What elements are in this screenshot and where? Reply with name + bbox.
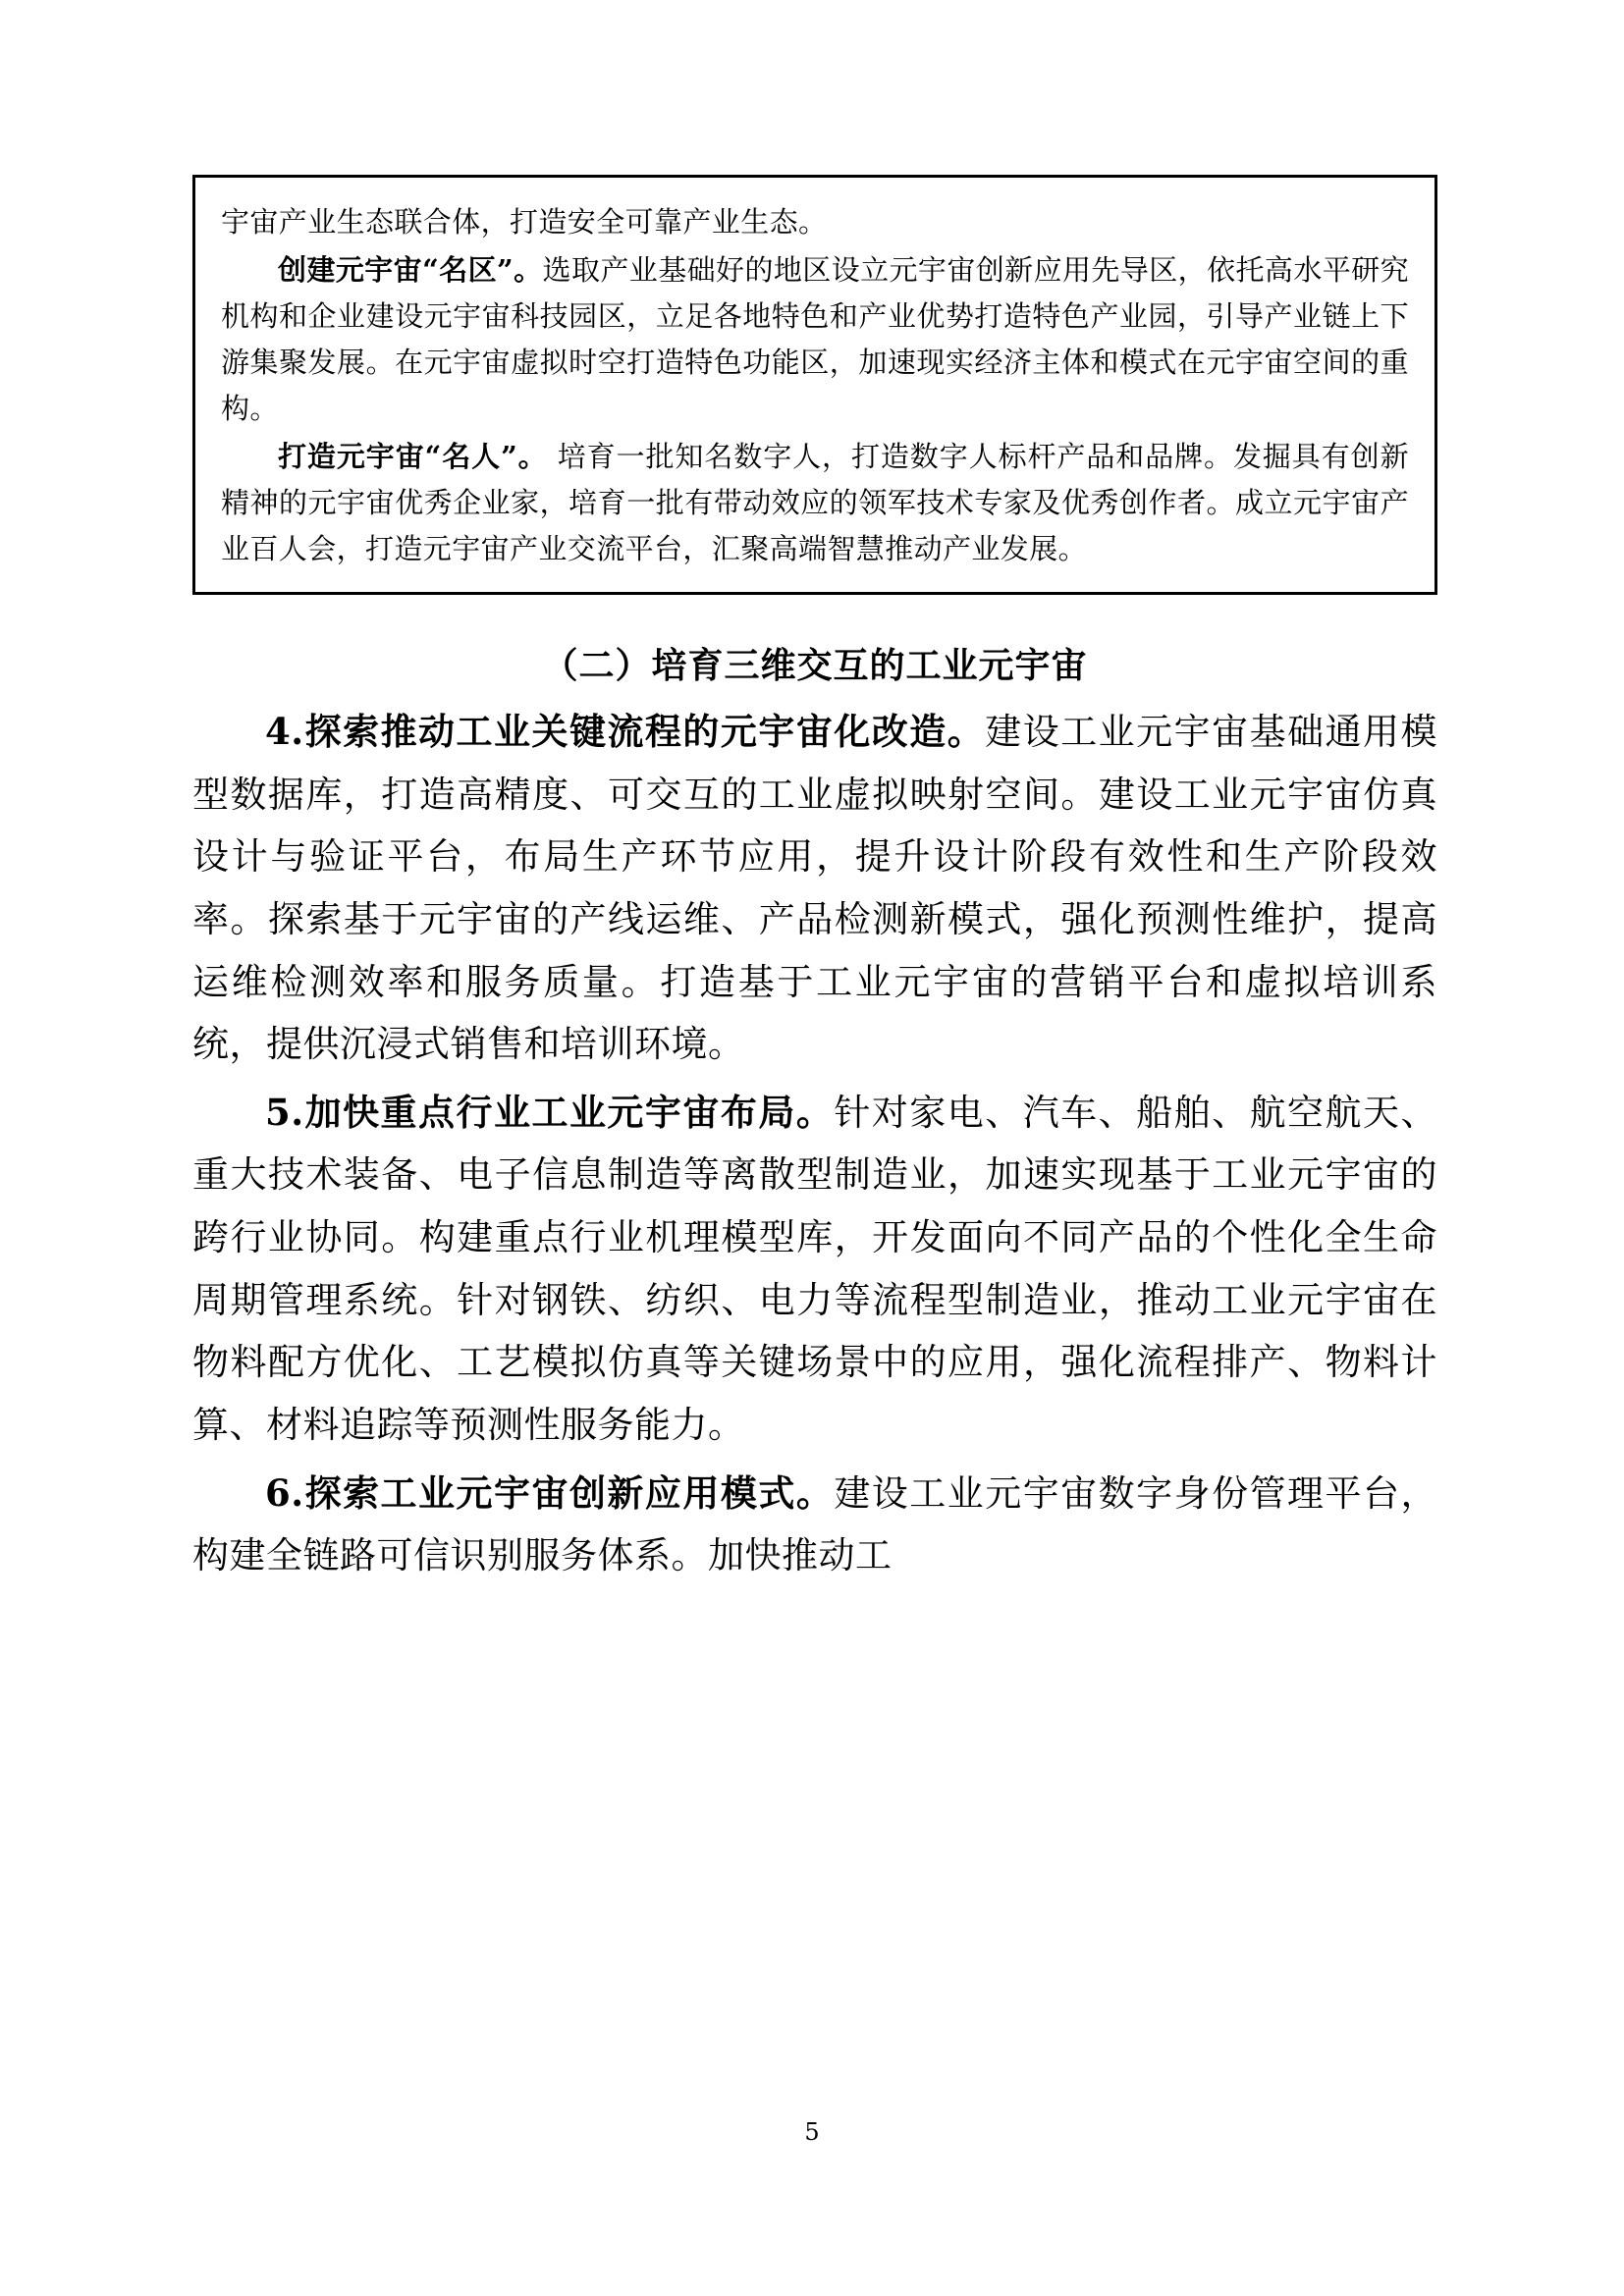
framed-paragraph-3-text: 培育一批知名数字人，打造数字人标杆产品和品牌。发掘具有创新精神的元宇宙优秀企业家，培育一批有带动效应的领军技术专家及优秀创作者。成立元宇宙产业百人会，打造元宇宙产业交流平台，汇聚高端智慧推动产业发展。 bbox=[221, 439, 1409, 565]
body-paragraph-6-lead: 6.探索工业元宇宙创新应用模式。 bbox=[265, 1470, 835, 1515]
framed-paragraph-2-lead: 创建元宇宙“名区”。 bbox=[278, 252, 543, 287]
framed-paragraph-3 bbox=[221, 434, 1409, 572]
body-paragraph-5-text: 针对家电、汽车、船舶、航空航天、重大技术装备、电子信息制造等离散型制造业，加速实现基于工业元宇宙的跨行业协同。构建重点行业机理模型库，开发面向不同产品的个性化全生命周期管理系统。针对钢铁、纺织、电力等流程型制造业，推动工业元宇宙在物料配方优化、工艺模拟仿真等关键场景中的应用，强化流程排产、物料计算、材料追踪等预测性服务能力。 bbox=[192, 1091, 1437, 1446]
framed-paragraph-2 bbox=[221, 247, 1409, 432]
body-paragraph-5 bbox=[192, 1082, 1437, 1457]
framed-paragraph-1-text: 宇宙产业生态联合体，打造安全可靠产业生态。 bbox=[221, 205, 828, 239]
page-number: 5 bbox=[804, 2118, 820, 2146]
section-heading: （二）培育三维交互的工业元宇宙 bbox=[542, 645, 1088, 686]
body-paragraph-4-lead: 4.探索推动工业关键流程的元宇宙化改造。 bbox=[265, 710, 986, 753]
framed-paragraph-1 bbox=[221, 199, 1409, 245]
body-content bbox=[192, 701, 1437, 1593]
framed-text-box bbox=[192, 175, 1437, 595]
framed-paragraph-3-lead: 打造元宇宙“名人”。 bbox=[278, 439, 548, 473]
body-paragraph-4-text: 建设工业元宇宙基础通用模型数据库，打造高精度、可交互的工业虚拟映射空间。建设工业元宇宙仿真设计与验证平台，布局生产环节应用，提升设计阶段有效性和生产阶段效率。探索基于元宇宙的产线运维、产品检测新模式，强化预测性维护，提高运维检测效率和服务质量。打造基于工业元宇宙的营销平台和虚拟培训系统，提供沉浸式销售和培训环境。 bbox=[192, 711, 1438, 1066]
body-paragraph-5-lead: 5.加快重点行业工业元宇宙布局。 bbox=[265, 1090, 835, 1134]
body-paragraph-6-text: 建设工业元宇宙数字身份管理平台，构建全链路可信识别服务体系。加快推动工 bbox=[192, 1471, 1437, 1577]
framed-paragraph-2-text: 选取产业基础好的地区设立元宇宙创新应用先导区，依托高水平研究机构和企业建设元宇宙科技园区，立足各地特色和产业优势打造特色产业园，引导产业链上下游集聚发展。在元宇宙虚拟时空打造特色功能区，加速现实经济主体和模式在元宇宙空间的重构。 bbox=[221, 252, 1409, 425]
body-paragraph-6 bbox=[192, 1463, 1437, 1587]
body-paragraph-4 bbox=[192, 701, 1437, 1076]
